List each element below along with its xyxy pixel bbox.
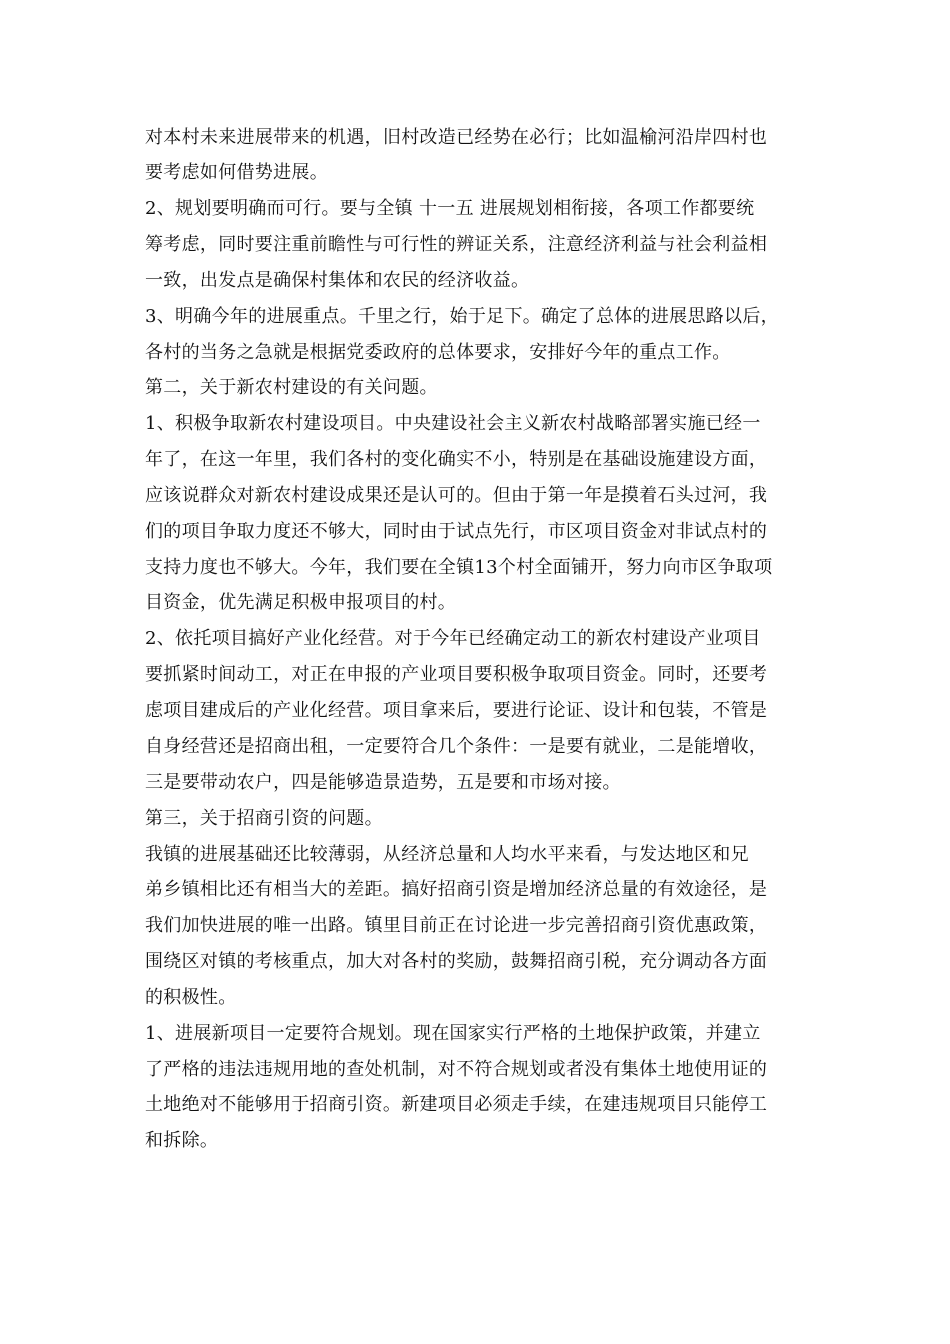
- text-line: 年了，在这一年里，我们各村的变化确实不小，特别是在基础设施建设方面，: [145, 449, 768, 470]
- text-line: 1、积极争取新农村建设项目。中央建设社会主义新农村战略部署实施已经一: [145, 413, 761, 434]
- section-heading: 第三，关于招商引资的问题。: [145, 808, 383, 829]
- text-line: 筹考虑，同时要注重前瞻性与可行性的辨证关系，注意经济利益与社会利益相: [145, 234, 768, 255]
- text-line: 一致，出发点是确保村集体和农民的经济收益。: [145, 270, 530, 291]
- text-line: 围绕区对镇的考核重点，加大对各村的奖励，鼓舞招商引税，充分调动各方面: [145, 951, 768, 972]
- text-line: 3、明确今年的进展重点。千里之行，始于足下。确定了总体的进展思路以后，: [145, 306, 779, 327]
- text-line: 弟乡镇相比还有相当大的差距。搞好招商引资是增加经济总量的有效途径，是: [145, 879, 768, 900]
- text-line: 自身经营还是招商出租，一定要符合几个条件：一是要有就业，二是能增收，: [145, 736, 768, 757]
- text-line: 和拆除。: [145, 1130, 219, 1151]
- text-line: 支持力度也不够大。今年，我们要在全镇13个村全面铺开，努力向市区争取项: [145, 557, 773, 578]
- text-line: 了严格的违法违规用地的查处机制，对不符合规划或者没有集体土地使用证的: [145, 1059, 768, 1080]
- text-line: 虑项目建成后的产业化经营。项目拿来后，要进行论证、设计和包装，不管是: [145, 700, 768, 721]
- text-line: 们的项目争取力度还不够大，同时由于试点先行，市区项目资金对非试点村的: [145, 521, 768, 542]
- text-line: 三是要带动农户，四是能够造景造势，五是要和市场对接。: [145, 772, 621, 793]
- section-heading: 第二，关于新农村建设的有关问题。: [145, 377, 438, 398]
- text-line: 我们加快进展的唯一出路。镇里目前正在讨论进一步完善招商引资优惠政策，: [145, 915, 768, 936]
- text-line: 目资金，优先满足积极申报项目的村。: [145, 592, 457, 613]
- text-line: 2、依托项目搞好产业化经营。对于今年已经确定动工的新农村建设产业项目: [145, 628, 761, 649]
- text-line: 我镇的进展基础还比较薄弱，从经济总量和人均水平来看，与发达地区和兄: [145, 844, 749, 865]
- text-line: 的积极性。: [145, 987, 237, 1008]
- text-line: 要考虑如何借势进展。: [145, 162, 328, 183]
- text-line: 要抓紧时间动工，对正在申报的产业项目要积极争取项目资金。同时，还要考: [145, 664, 768, 685]
- text-line: 土地绝对不能够用于招商引资。新建项目必须走手续，在建违规项目只能停工: [145, 1094, 768, 1115]
- text-line: 各村的当务之急就是根据党委政府的总体要求，安排好今年的重点工作。: [145, 342, 731, 363]
- text-line: 应该说群众对新农村建设成果还是认可的。但由于第一年是摸着石头过河，我: [145, 485, 768, 506]
- text-line: 2、规划要明确而可行。要与全镇 十一五 进展规划相衔接，各项工作都要统: [145, 198, 755, 219]
- text-line: 对本村未来进展带来的机遇，旧村改造已经势在必行；比如温榆河沿岸四村也: [145, 127, 768, 148]
- text-line: 1、进展新项目一定要符合规划。现在国家实行严格的土地保护政策，并建立: [145, 1023, 761, 1044]
